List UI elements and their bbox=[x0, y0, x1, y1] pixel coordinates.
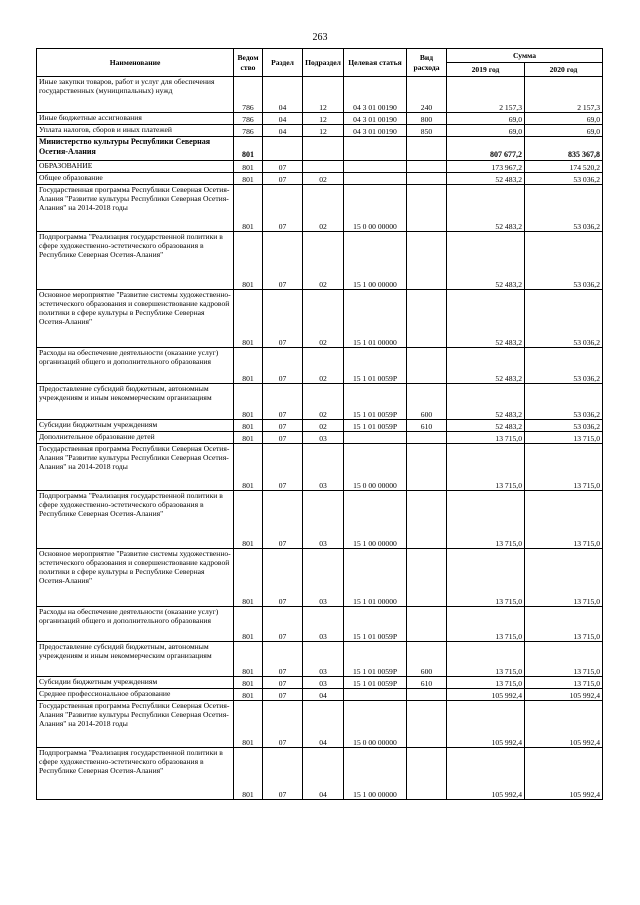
row-ved: 801 bbox=[234, 549, 263, 607]
row-ved: 786 bbox=[234, 125, 263, 137]
table-row bbox=[37, 549, 603, 607]
table-row bbox=[37, 290, 603, 348]
row-2019: 105 992,4 bbox=[447, 701, 525, 748]
table-row bbox=[37, 113, 603, 125]
header-vid: Вид расхода bbox=[407, 49, 447, 77]
row-2020: 174 520,2 bbox=[525, 161, 603, 173]
table-row bbox=[37, 137, 603, 161]
row-name: Основное мероприятие "Развитие системы художественно-эстетического образования и совершенствование кадровой политики в сфере культуры в Республике Северная Осетия-Алания" bbox=[37, 290, 234, 348]
table-row bbox=[37, 677, 603, 689]
header-razdel: Раздел bbox=[263, 49, 303, 77]
row-vid bbox=[407, 161, 447, 173]
row-2020: 13 715,0 bbox=[525, 444, 603, 491]
row-podrazdel: 04 bbox=[303, 689, 344, 701]
row-target: 04 3 01 00190 bbox=[344, 77, 407, 113]
row-name: Предоставление субсидий бюджетным, автономным учреждениям и иным некоммерческим организациям bbox=[37, 384, 234, 420]
row-2019: 105 992,4 bbox=[447, 748, 525, 800]
row-2019: 13 715,0 bbox=[447, 607, 525, 642]
row-razdel: 07 bbox=[263, 420, 303, 432]
row-target: 15 0 00 00000 bbox=[344, 444, 407, 491]
row-target: 15 1 01 0059Р bbox=[344, 642, 407, 677]
row-vid bbox=[407, 748, 447, 800]
row-podrazdel: 03 bbox=[303, 444, 344, 491]
row-name: Общее образование bbox=[37, 173, 234, 185]
row-name: Уплата налогов, сборов и иных платежей bbox=[37, 125, 234, 137]
row-name: Предоставление субсидий бюджетным, автономным учреждениям и иным некоммерческим организациям bbox=[37, 642, 234, 677]
table-row bbox=[37, 642, 603, 677]
row-name: Иные закупки товаров, работ и услуг для обеспечения государственных (муниципальных) нужд bbox=[37, 77, 234, 113]
row-2020: 53 036,2 bbox=[525, 290, 603, 348]
row-target bbox=[344, 137, 407, 161]
row-target: 15 1 01 0059Р bbox=[344, 677, 407, 689]
row-name: Государственная программа Республики Северная Осетия-Алания "Развитие культуры Республики Северная Осетия-Алания" на 2014-2018 годы bbox=[37, 185, 234, 232]
row-podrazdel: 12 bbox=[303, 77, 344, 113]
row-podrazdel: 03 bbox=[303, 677, 344, 689]
row-name: Субсидии бюджетным учреждениям bbox=[37, 420, 234, 432]
table-row bbox=[37, 125, 603, 137]
row-ved: 801 bbox=[234, 420, 263, 432]
row-ved: 801 bbox=[234, 161, 263, 173]
row-2020: 53 036,2 bbox=[525, 232, 603, 290]
row-ved: 801 bbox=[234, 444, 263, 491]
row-target: 04 3 01 00190 bbox=[344, 113, 407, 125]
row-ved: 801 bbox=[234, 173, 263, 185]
row-vid: 610 bbox=[407, 420, 447, 432]
row-podrazdel: 02 bbox=[303, 232, 344, 290]
row-vid bbox=[407, 549, 447, 607]
row-razdel: 07 bbox=[263, 677, 303, 689]
table-row bbox=[37, 232, 603, 290]
row-2019: 52 483,2 bbox=[447, 348, 525, 384]
row-vid bbox=[407, 348, 447, 384]
row-2020: 835 367,8 bbox=[525, 137, 603, 161]
row-razdel: 04 bbox=[263, 113, 303, 125]
header-ved: Ведом ство bbox=[234, 49, 263, 77]
row-ved: 786 bbox=[234, 77, 263, 113]
row-ved: 801 bbox=[234, 677, 263, 689]
row-ved: 801 bbox=[234, 642, 263, 677]
row-podrazdel: 04 bbox=[303, 748, 344, 800]
row-target: 15 1 00 00000 bbox=[344, 232, 407, 290]
table-body bbox=[37, 77, 603, 800]
table-row bbox=[37, 607, 603, 642]
row-podrazdel: 02 bbox=[303, 384, 344, 420]
row-2019: 52 483,2 bbox=[447, 173, 525, 185]
row-2019: 52 483,2 bbox=[447, 232, 525, 290]
row-2019: 69,0 bbox=[447, 125, 525, 137]
row-name: Министерство культуры Республики Северная Осетия-Алания bbox=[37, 137, 234, 161]
row-razdel: 07 bbox=[263, 348, 303, 384]
row-target: 15 1 01 0059Р bbox=[344, 607, 407, 642]
table-row bbox=[37, 77, 603, 113]
row-ved: 801 bbox=[234, 232, 263, 290]
row-vid bbox=[407, 444, 447, 491]
row-vid bbox=[407, 689, 447, 701]
row-razdel: 07 bbox=[263, 607, 303, 642]
row-name: Субсидии бюджетным учреждениям bbox=[37, 677, 234, 689]
row-podrazdel: 02 bbox=[303, 290, 344, 348]
header-summa: Сумма bbox=[447, 49, 603, 63]
table-row bbox=[37, 348, 603, 384]
row-2019: 13 715,0 bbox=[447, 444, 525, 491]
row-2020: 53 036,2 bbox=[525, 384, 603, 420]
table-row bbox=[37, 689, 603, 701]
row-target bbox=[344, 161, 407, 173]
row-2020: 105 992,4 bbox=[525, 689, 603, 701]
row-name: ОБРАЗОВАНИЕ bbox=[37, 161, 234, 173]
row-razdel: 07 bbox=[263, 701, 303, 748]
row-2019: 52 483,2 bbox=[447, 290, 525, 348]
row-razdel: 07 bbox=[263, 185, 303, 232]
row-2020: 69,0 bbox=[525, 125, 603, 137]
row-2019: 52 483,2 bbox=[447, 384, 525, 420]
row-razdel: 07 bbox=[263, 432, 303, 444]
row-name: Дополнительное образование детей bbox=[37, 432, 234, 444]
row-razdel: 07 bbox=[263, 161, 303, 173]
header-podrazdel: Подраздел bbox=[303, 49, 344, 77]
row-2019: 69,0 bbox=[447, 113, 525, 125]
row-target: 04 3 01 00190 bbox=[344, 125, 407, 137]
row-razdel: 07 bbox=[263, 689, 303, 701]
row-podrazdel: 03 bbox=[303, 607, 344, 642]
table-row bbox=[37, 748, 603, 800]
page-number: 263 bbox=[312, 32, 328, 43]
header-2019: 2019 год bbox=[447, 63, 525, 77]
table-row bbox=[37, 432, 603, 444]
row-name: Государственная программа Республики Северная Осетия-Алания "Развитие культуры Республики Северная Осетия-Алания" на 2014-2018 годы bbox=[37, 701, 234, 748]
row-ved: 801 bbox=[234, 137, 263, 161]
row-target: 15 1 01 0059Р bbox=[344, 384, 407, 420]
row-2019: 2 157,3 bbox=[447, 77, 525, 113]
table-row bbox=[37, 444, 603, 491]
row-ved: 786 bbox=[234, 113, 263, 125]
row-name: Среднее профессиональное образование bbox=[37, 689, 234, 701]
row-name: Государственная программа Республики Северная Осетия-Алания "Развитие культуры Республики Северная Осетия-Алания" на 2014-2018 годы bbox=[37, 444, 234, 491]
row-ved: 801 bbox=[234, 384, 263, 420]
row-razdel: 07 bbox=[263, 290, 303, 348]
row-podrazdel: 03 bbox=[303, 432, 344, 444]
row-podrazdel bbox=[303, 137, 344, 161]
row-vid bbox=[407, 232, 447, 290]
row-name: Подпрограмма "Реализация государственной политики в сфере художественно-эстетического образования в Республике Северная Осетия-Алания" bbox=[37, 491, 234, 549]
row-ved: 801 bbox=[234, 290, 263, 348]
row-2020: 13 715,0 bbox=[525, 432, 603, 444]
row-vid bbox=[407, 432, 447, 444]
row-podrazdel: 02 bbox=[303, 185, 344, 232]
row-razdel: 07 bbox=[263, 173, 303, 185]
row-vid bbox=[407, 137, 447, 161]
row-podrazdel: 12 bbox=[303, 113, 344, 125]
row-razdel: 04 bbox=[263, 77, 303, 113]
row-podrazdel: 02 bbox=[303, 173, 344, 185]
row-target: 15 0 00 00000 bbox=[344, 701, 407, 748]
row-ved: 801 bbox=[234, 748, 263, 800]
row-podrazdel: 02 bbox=[303, 420, 344, 432]
row-razdel bbox=[263, 137, 303, 161]
row-podrazdel: 02 bbox=[303, 348, 344, 384]
row-2020: 2 157,3 bbox=[525, 77, 603, 113]
row-target bbox=[344, 689, 407, 701]
row-name: Основное мероприятие "Развитие системы художественно-эстетического образования и совершенствование кадровой политики в сфере культуры в Республике Северная Осетия-Алания" bbox=[37, 549, 234, 607]
table-row bbox=[37, 491, 603, 549]
row-target: 15 1 01 0059Р bbox=[344, 348, 407, 384]
header-2020: 2020 год bbox=[525, 63, 603, 77]
table-row bbox=[37, 161, 603, 173]
row-ved: 801 bbox=[234, 348, 263, 384]
row-ved: 801 bbox=[234, 432, 263, 444]
row-ved: 801 bbox=[234, 701, 263, 748]
row-2020: 53 036,2 bbox=[525, 348, 603, 384]
row-2019: 13 715,0 bbox=[447, 491, 525, 549]
row-podrazdel: 04 bbox=[303, 701, 344, 748]
row-2020: 13 715,0 bbox=[525, 549, 603, 607]
row-razdel: 07 bbox=[263, 549, 303, 607]
row-2019: 105 992,4 bbox=[447, 689, 525, 701]
row-2020: 105 992,4 bbox=[525, 701, 603, 748]
row-razdel: 04 bbox=[263, 125, 303, 137]
row-2020: 53 036,2 bbox=[525, 420, 603, 432]
row-name: Подпрограмма "Реализация государственной политики в сфере художественно-эстетического образования в Республике Северная Осетия-Алания" bbox=[37, 232, 234, 290]
row-2019: 807 677,2 bbox=[447, 137, 525, 161]
row-2019: 13 715,0 bbox=[447, 677, 525, 689]
row-podrazdel: 03 bbox=[303, 549, 344, 607]
row-target bbox=[344, 432, 407, 444]
row-2020: 13 715,0 bbox=[525, 607, 603, 642]
row-name: Расходы на обеспечение деятельности (оказание услуг) организаций общего и дополнительного образования bbox=[37, 607, 234, 642]
row-2019: 13 715,0 bbox=[447, 642, 525, 677]
row-target: 15 1 00 00000 bbox=[344, 748, 407, 800]
row-2019: 13 715,0 bbox=[447, 432, 525, 444]
row-target: 15 1 00 00000 bbox=[344, 491, 407, 549]
row-razdel: 07 bbox=[263, 384, 303, 420]
row-razdel: 07 bbox=[263, 491, 303, 549]
row-2020: 53 036,2 bbox=[525, 185, 603, 232]
row-2020: 105 992,4 bbox=[525, 748, 603, 800]
header-name: Наименование bbox=[37, 49, 234, 77]
row-vid: 240 bbox=[407, 77, 447, 113]
header-target: Целевая статья bbox=[344, 49, 407, 77]
row-razdel: 07 bbox=[263, 444, 303, 491]
row-vid bbox=[407, 185, 447, 232]
row-ved: 801 bbox=[234, 607, 263, 642]
row-vid bbox=[407, 173, 447, 185]
row-2020: 13 715,0 bbox=[525, 491, 603, 549]
row-target: 15 0 00 00000 bbox=[344, 185, 407, 232]
row-vid: 600 bbox=[407, 642, 447, 677]
row-name: Иные бюджетные ассигнования bbox=[37, 113, 234, 125]
table-row bbox=[37, 185, 603, 232]
row-2019: 13 715,0 bbox=[447, 549, 525, 607]
row-razdel: 07 bbox=[263, 748, 303, 800]
row-2020: 13 715,0 bbox=[525, 677, 603, 689]
row-vid: 850 bbox=[407, 125, 447, 137]
row-vid: 800 bbox=[407, 113, 447, 125]
row-podrazdel: 03 bbox=[303, 491, 344, 549]
table-row bbox=[37, 701, 603, 748]
row-2019: 52 483,2 bbox=[447, 420, 525, 432]
row-vid: 600 bbox=[407, 384, 447, 420]
row-name: Расходы на обеспечение деятельности (оказание услуг) организаций общего и дополнительного образования bbox=[37, 348, 234, 384]
budget-table bbox=[36, 48, 603, 800]
row-2020: 13 715,0 bbox=[525, 642, 603, 677]
table-row bbox=[37, 384, 603, 420]
table-row bbox=[37, 420, 603, 432]
row-2020: 69,0 bbox=[525, 113, 603, 125]
row-razdel: 07 bbox=[263, 232, 303, 290]
row-podrazdel: 12 bbox=[303, 125, 344, 137]
row-2020: 53 036,2 bbox=[525, 173, 603, 185]
row-vid bbox=[407, 701, 447, 748]
row-vid bbox=[407, 491, 447, 549]
row-target: 15 1 01 0059Р bbox=[344, 420, 407, 432]
row-vid: 610 bbox=[407, 677, 447, 689]
row-target bbox=[344, 173, 407, 185]
row-2019: 52 483,2 bbox=[447, 185, 525, 232]
table-row bbox=[37, 173, 603, 185]
row-razdel: 07 bbox=[263, 642, 303, 677]
row-target: 15 1 01 00000 bbox=[344, 549, 407, 607]
row-ved: 801 bbox=[234, 689, 263, 701]
row-target: 15 1 01 00000 bbox=[344, 290, 407, 348]
row-podrazdel: 03 bbox=[303, 642, 344, 677]
row-podrazdel bbox=[303, 161, 344, 173]
row-ved: 801 bbox=[234, 491, 263, 549]
row-vid bbox=[407, 607, 447, 642]
row-ved: 801 bbox=[234, 185, 263, 232]
row-2019: 173 967,2 bbox=[447, 161, 525, 173]
row-name: Подпрограмма "Реализация государственной политики в сфере художественно-эстетического образования в Республике Северная Осетия-Алания" bbox=[37, 748, 234, 800]
row-vid bbox=[407, 290, 447, 348]
